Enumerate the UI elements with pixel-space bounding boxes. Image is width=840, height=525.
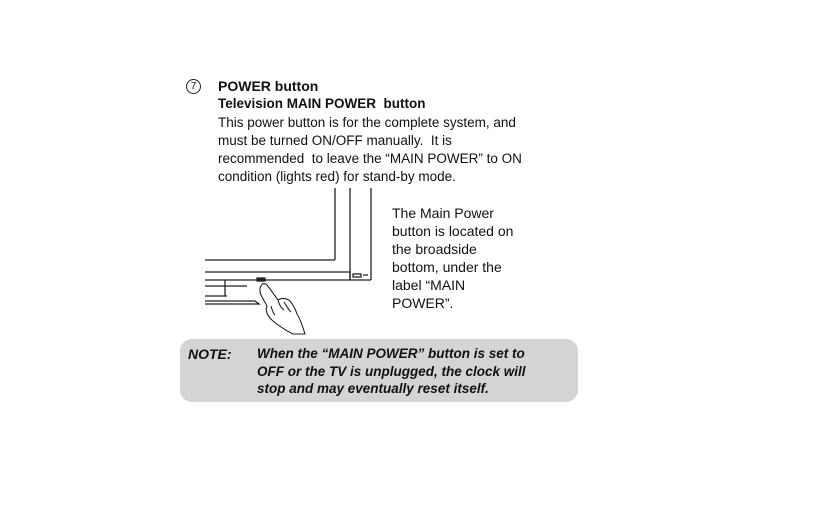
item-number-badge: 7 — [186, 79, 201, 94]
note-label: NOTE: — [188, 346, 232, 362]
note-box — [180, 339, 578, 402]
description-line: recommended to leave the “MAIN POWER” to ON — [218, 151, 522, 166]
side-note-line: bottom, under the — [392, 259, 502, 275]
description-line: condition (lights red) for stand-by mode. — [218, 169, 456, 184]
side-note-line: POWER”. — [392, 295, 454, 311]
side-note-line: label “MAIN — [392, 277, 466, 293]
description-paragraph — [218, 114, 548, 186]
section-subtitle: Television MAIN POWER button — [218, 96, 426, 111]
note-line: When the “MAIN POWER” button is set to — [257, 346, 525, 361]
tv-power-button-illustration — [205, 188, 380, 336]
description-line: This power button is for the complete system, and — [218, 115, 516, 130]
note-line: stop and may eventually reset itself. — [257, 381, 489, 396]
description-line: must be turned ON/OFF manually. It is — [218, 133, 452, 148]
side-note-line: button is located on — [392, 223, 514, 239]
main-power-location-note — [392, 204, 542, 312]
note-line: OFF or the TV is unplugged, the clock will — [257, 363, 526, 379]
side-note-line: The Main Power — [392, 205, 494, 221]
side-note-line: the broadside — [392, 241, 477, 257]
section-title: POWER button — [218, 78, 319, 94]
note-text — [257, 345, 567, 398]
